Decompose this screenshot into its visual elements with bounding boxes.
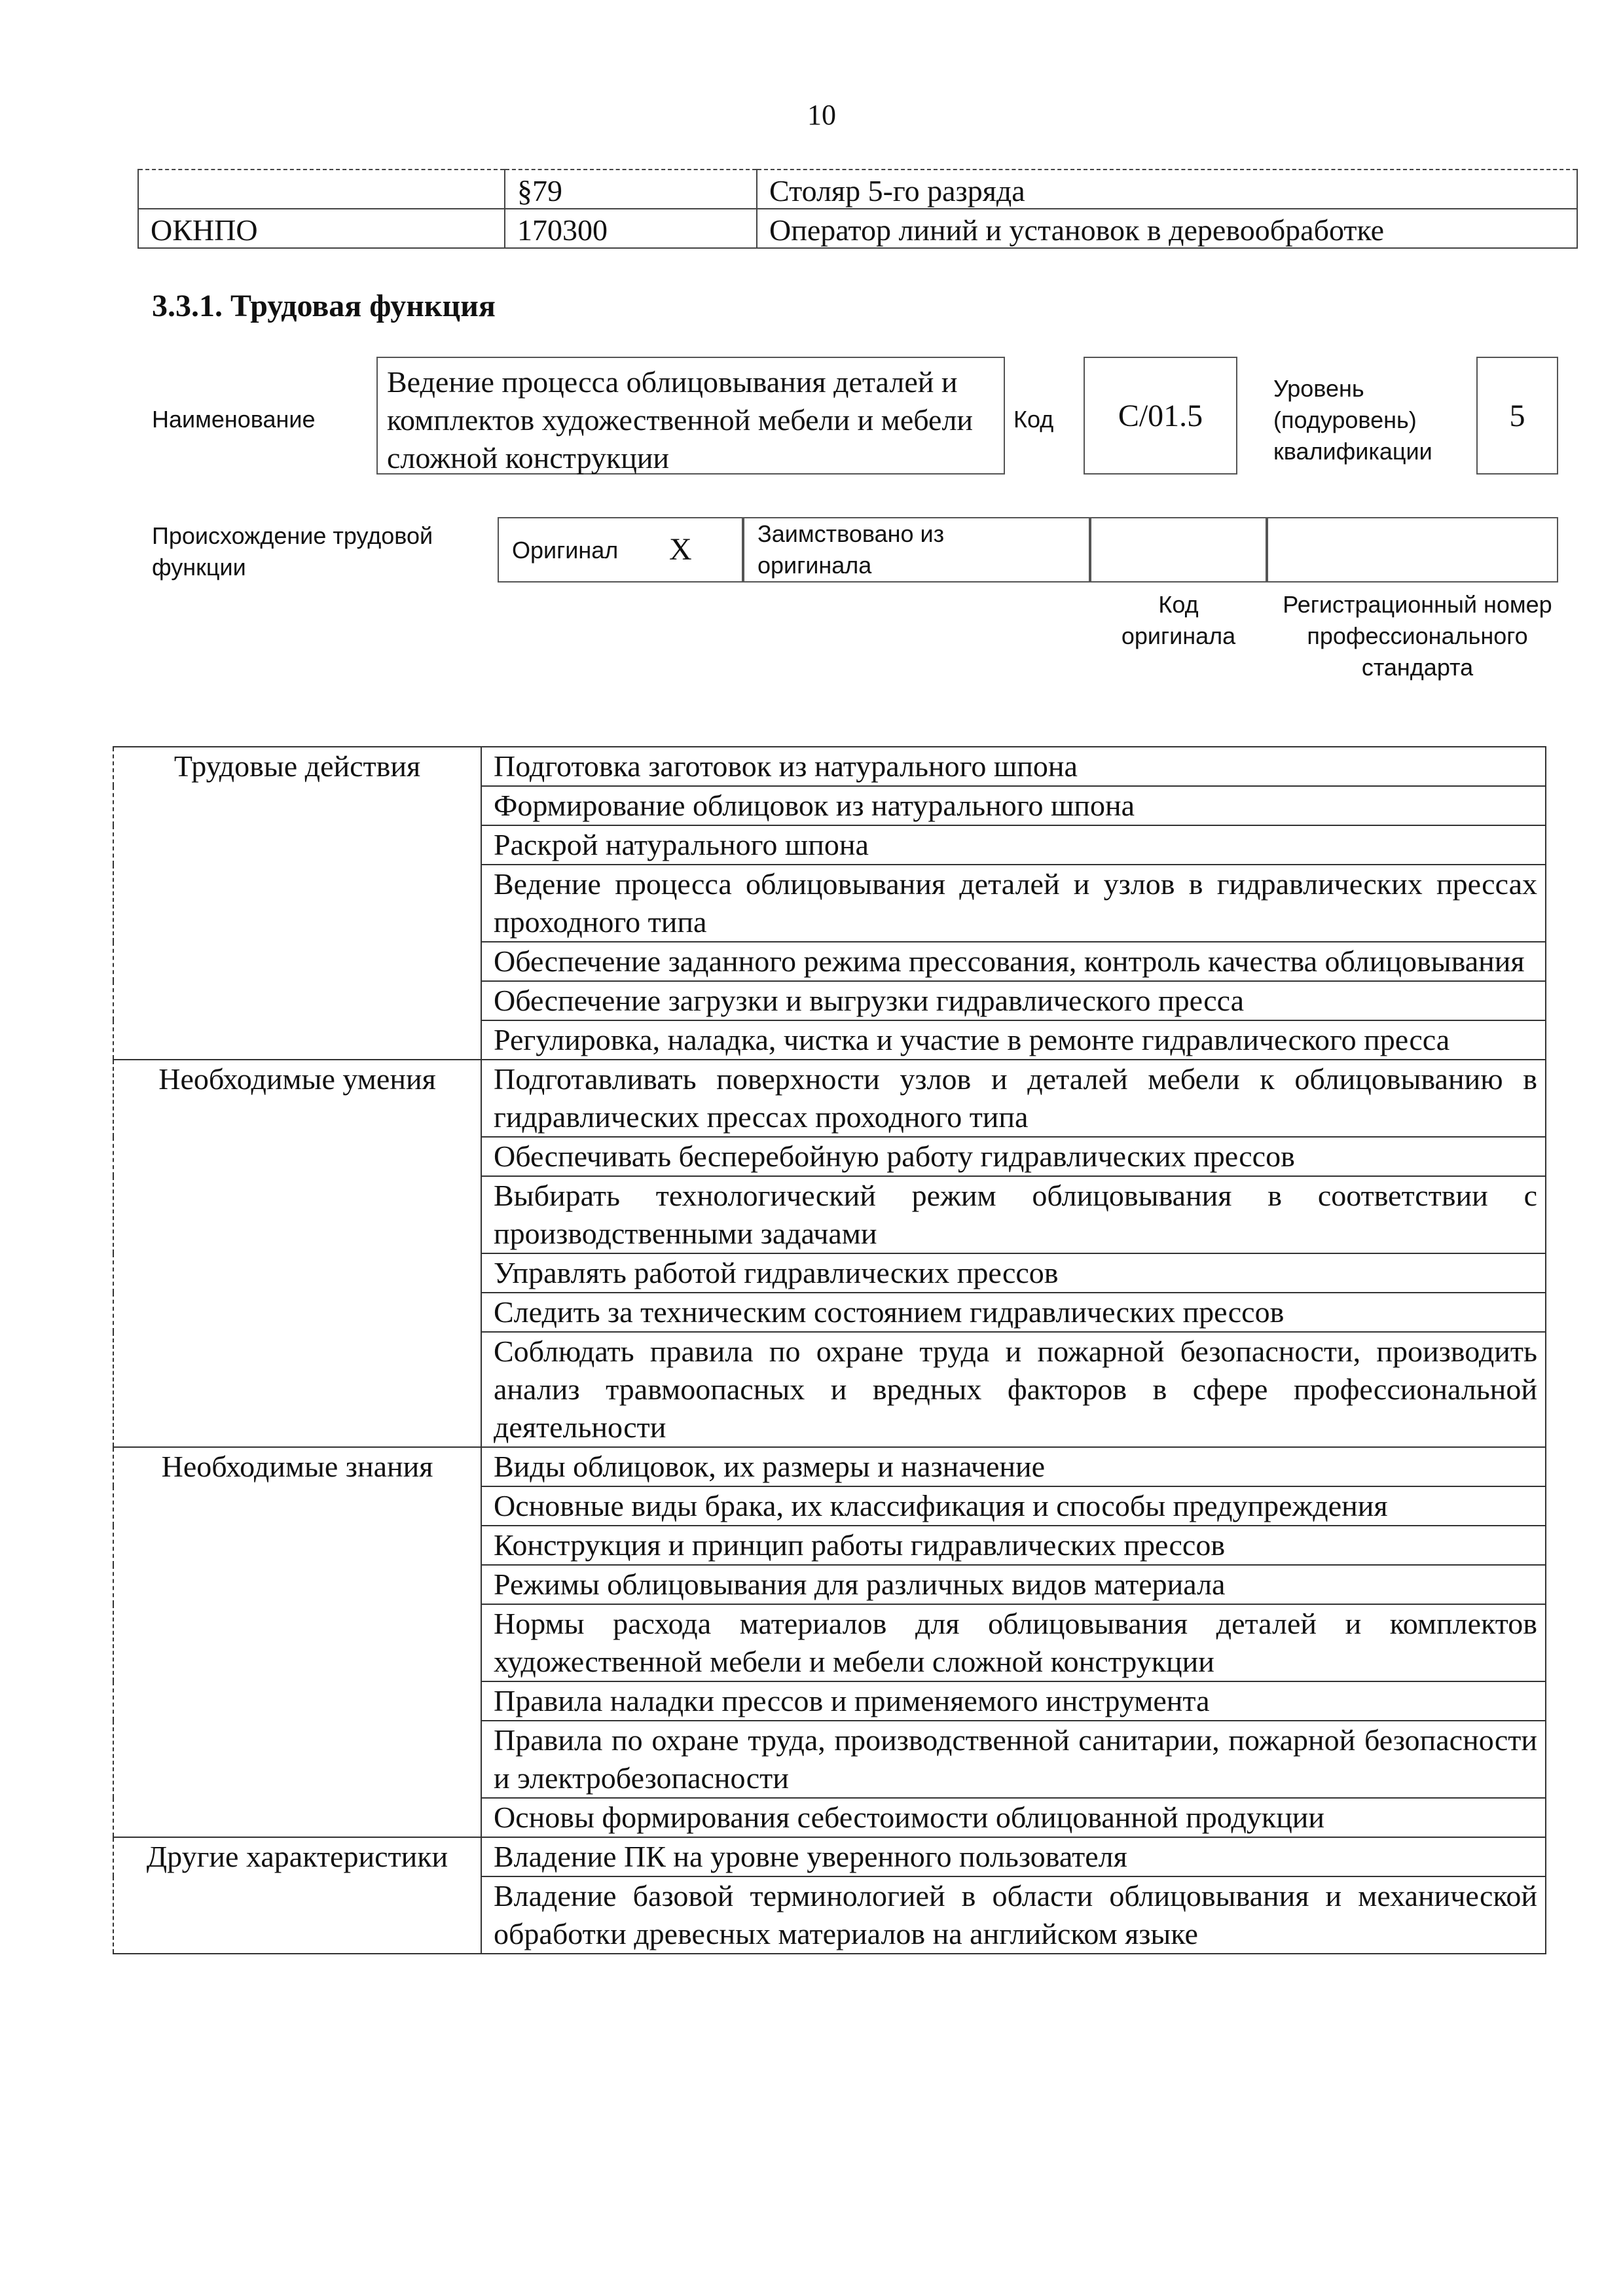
list-item: Регулировка, наладка, чистка и участие в ремонте гидравлического пресса: [481, 1020, 1546, 1060]
table-row: [113, 1060, 1546, 1137]
table-cell: Столяр 5-го разряда: [757, 170, 1577, 209]
table-row: [113, 1837, 1546, 1876]
list-item: Владение базовой терминологией в области облицовывания и механической обработки древесных материалов на английском языке: [481, 1876, 1546, 1954]
category-label: Необходимые знания: [113, 1447, 481, 1837]
list-item: Основные виды брака, их классификация и способы предупреждения: [481, 1486, 1546, 1526]
table-row: [138, 209, 1577, 248]
list-item: Выбирать технологический режим облицовывания в соответствии с производственными задачами: [481, 1176, 1546, 1253]
function-name-box: Ведение процесса облицовывания деталей и комплектов художественной мебели и мебели сложной конструкции: [376, 357, 1005, 475]
qualification-level-box: 5: [1476, 357, 1558, 475]
borrowed-label: Заимствовано из оригинала: [757, 520, 945, 579]
list-item: Обеспечение загрузки и выгрузки гидравлического пресса: [481, 981, 1546, 1020]
table-cell: [138, 170, 505, 209]
origin-label: Происхождение трудовой функции: [152, 522, 433, 581]
list-item: Правила наладки прессов и применяемого инструмента: [481, 1681, 1546, 1721]
page-number: 10: [807, 99, 836, 131]
list-item: Режимы облицовывания для различных видов материала: [481, 1565, 1546, 1604]
labor-function-table: [113, 746, 1546, 1954]
list-item: Основы формирования себестоимости облицованной продукции: [481, 1798, 1546, 1837]
code-label: Код: [1013, 406, 1054, 433]
original-code-caption: Код оригинала: [1121, 591, 1236, 649]
table-row: [113, 747, 1546, 786]
list-item: Раскрой натурального шпона: [481, 825, 1546, 865]
list-item: Следить за техническим состоянием гидравлических прессов: [481, 1293, 1546, 1332]
table-row: [113, 1447, 1546, 1486]
original-code-box: [1090, 517, 1267, 583]
table-cell: 170300: [505, 209, 757, 248]
list-item: Подготовка заготовок из натурального шпона: [481, 747, 1546, 786]
list-item: Управлять работой гидравлических прессов: [481, 1253, 1546, 1293]
list-item: Ведение процесса облицовывания деталей и узлов в гидравлических прессах проходного типа: [481, 865, 1546, 942]
list-item: Формирование облицовок из натурального шпона: [481, 786, 1546, 825]
list-item: Обеспечивать бесперебойную работу гидравлических прессов: [481, 1137, 1546, 1176]
original-label: Оригинал: [512, 537, 619, 564]
classification-table: [137, 169, 1578, 249]
table-cell: §79: [505, 170, 757, 209]
section-title: 3.3.1. Трудовая функция: [152, 289, 496, 323]
list-item: Владение ПК на уровне уверенного пользователя: [481, 1837, 1546, 1876]
list-item: Подготавливать поверхности узлов и деталей мебели к облицовыванию в гидравлических прессах проходного типа: [481, 1060, 1546, 1137]
list-item: Конструкция и принцип работы гидравлических прессов: [481, 1526, 1546, 1565]
name-label: Наименование: [152, 406, 316, 433]
list-item: Соблюдать правила по охране труда и пожарной безопасности, производить анализ травмоопасных и вредных факторов в сфере профессиональной деятельности: [481, 1332, 1546, 1447]
table-cell: Оператор линий и установок в деревообработке: [757, 209, 1577, 248]
registration-number-box: [1267, 517, 1558, 583]
list-item: Обеспечение заданного режима прессования, контроль качества облицовывания: [481, 942, 1546, 981]
borrowed-box: [743, 517, 1090, 583]
category-label: Другие характеристики: [113, 1837, 481, 1954]
list-item: Нормы расхода материалов для облицовывания деталей и комплектов художественной мебели и мебели сложной конструкции: [481, 1604, 1546, 1681]
list-item: Правила по охране труда, производственной санитарии, пожарной безопасности и электробезопасности: [481, 1721, 1546, 1798]
list-item: Виды облицовок, их размеры и назначение: [481, 1447, 1546, 1486]
category-label: Необходимые умения: [113, 1060, 481, 1447]
table-cell: ОКНПО: [138, 209, 505, 248]
table-row: [138, 170, 1577, 209]
original-mark: X: [669, 532, 692, 567]
original-box: [498, 517, 743, 583]
function-code-box: C/01.5: [1084, 357, 1237, 475]
registration-number-caption: Регистрационный номер профессионального стандарта: [1283, 591, 1552, 681]
level-label: Уровень (подуровень) квалификации: [1273, 375, 1432, 465]
category-label: Трудовые действия: [113, 747, 481, 1060]
